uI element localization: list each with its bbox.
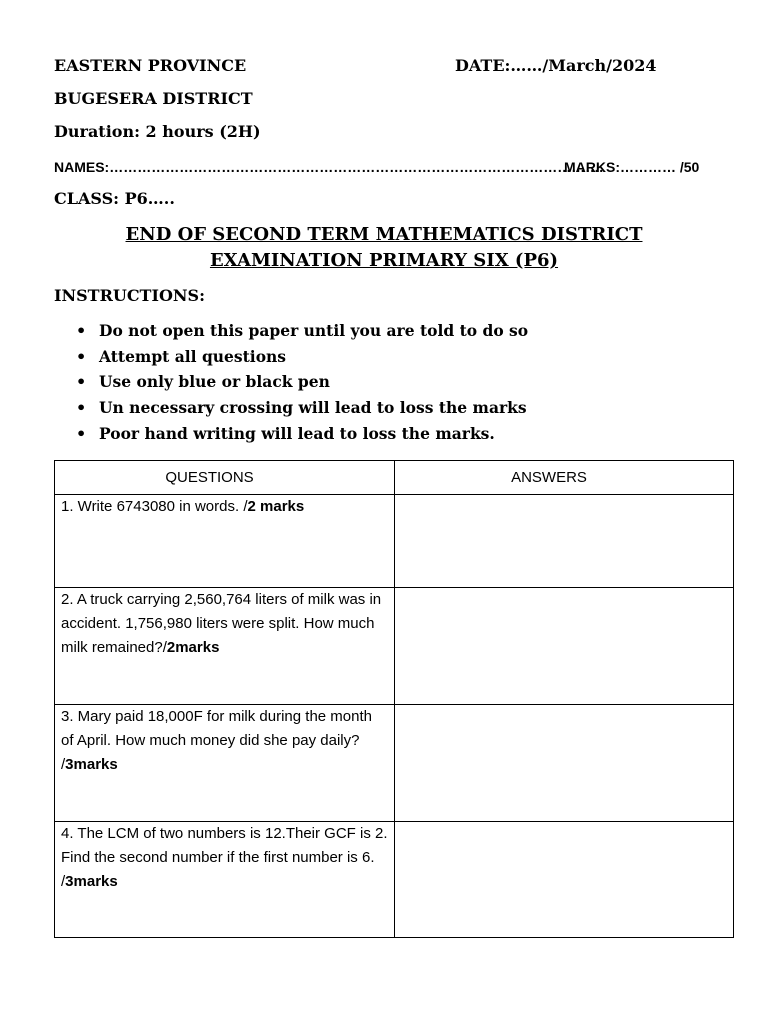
question-cell: 4. The LCM of two numbers is 12.Their GCF is 2. Find the second number if the first number is 6. /3marks [55, 822, 395, 938]
marks-field: MARKS:………… /50 [564, 159, 700, 175]
instruction-item: • Un necessary crossing will lead to loss the marks [76, 397, 528, 423]
question-cell: 1. Write 6743080 in words. /2 marks [55, 495, 395, 588]
exam-title-line2: EXAMINATION PRIMARY SIX (P6) [209, 250, 559, 271]
province-label: EASTERN PROVINCE [54, 56, 247, 75]
table-row [55, 822, 734, 938]
class-label: CLASS: P6….. [54, 189, 175, 208]
instruction-item: • Attempt all questions [76, 346, 528, 372]
instructions-heading: INSTRUCTIONS: [54, 286, 205, 305]
date-field: DATE:……/March/2024 [455, 56, 657, 75]
question-cell: 2. A truck carrying 2,560,764 liters of milk was in accident. 1,756,980 liters were split. How much milk remained?/2marks [55, 588, 395, 705]
answer-cell[interactable] [395, 822, 734, 938]
instructions-list [76, 320, 528, 448]
exam-title [54, 222, 714, 274]
instruction-item: • Do not open this paper until you are told to do so [76, 320, 528, 346]
answers-column-header: ANSWERS [395, 461, 734, 495]
instruction-item: • Use only blue or black pen [76, 371, 528, 397]
table-row [55, 588, 734, 705]
exam-title-line1: END OF SECOND TERM MATHEMATICS DISTRICT [125, 224, 643, 245]
answer-cell[interactable] [395, 588, 734, 705]
district-label: BUGESERA DISTRICT [54, 89, 253, 108]
questions-table [54, 460, 734, 938]
names-field: NAMES:……………………………………………………………………………………………. [54, 159, 604, 175]
answer-cell[interactable] [395, 705, 734, 822]
table-row [55, 705, 734, 822]
table-row [55, 495, 734, 588]
duration-label: Duration: 2 hours (2H) [54, 122, 261, 141]
question-cell: 3. Mary paid 18,000F for milk during the month of April. How much money did she pay daily? /3marks [55, 705, 395, 822]
instruction-item: • Poor hand writing will lead to loss the marks. [76, 423, 528, 449]
questions-column-header: QUESTIONS [55, 461, 395, 495]
table-header-row [55, 461, 734, 495]
answer-cell[interactable] [395, 495, 734, 588]
